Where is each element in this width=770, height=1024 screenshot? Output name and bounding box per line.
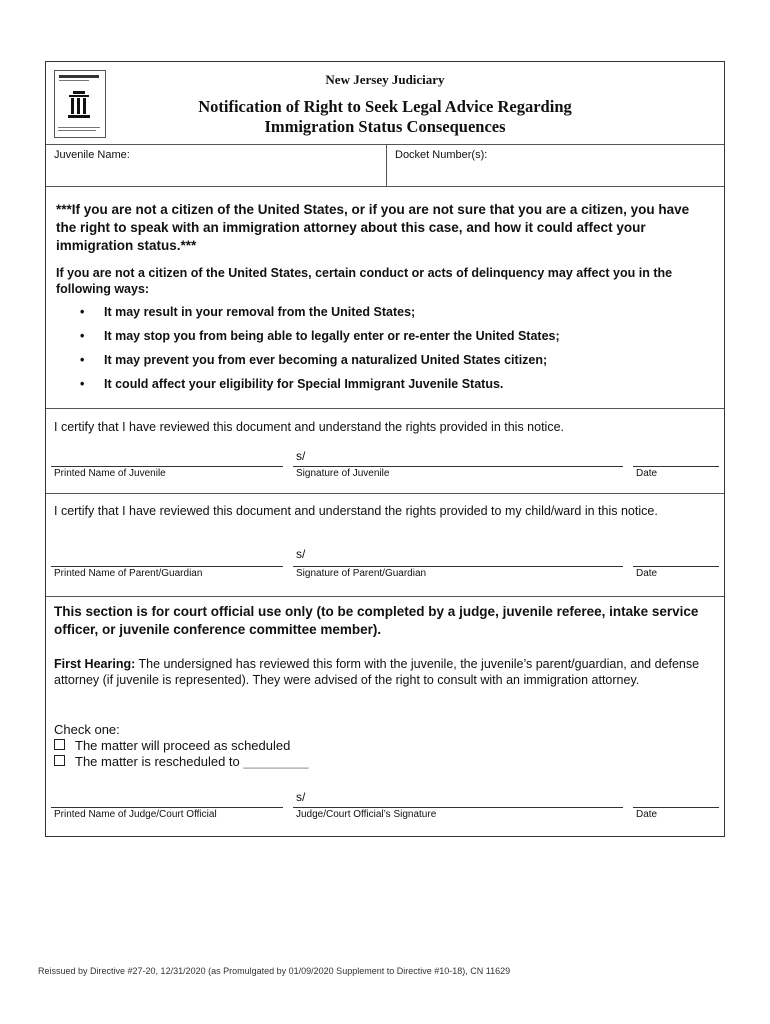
juvenile-name-field[interactable] xyxy=(116,149,376,179)
judge-date-line[interactable] xyxy=(633,807,719,808)
form-title xyxy=(46,97,724,137)
judge-signature-line[interactable] xyxy=(293,807,623,808)
court-section xyxy=(46,596,724,837)
form-frame xyxy=(45,61,725,837)
list-item: • It may result in your removal from the United States; xyxy=(80,305,416,319)
first-hearing-label: First Hearing: xyxy=(54,657,136,671)
judge-date-caption: Date xyxy=(636,809,658,820)
option-rescheduled[interactable]: The matter is rescheduled to _________ xyxy=(54,753,308,770)
reschedule-date-blank[interactable]: _________ xyxy=(243,754,309,769)
judge-sig-prefix: s/ xyxy=(296,790,306,804)
parent-signature-line[interactable] xyxy=(293,566,623,567)
juvenile-cert-text: I certify that I have reviewed this document and understand the rights provided in this notice. xyxy=(54,420,565,434)
parent-sig-prefix: s/ xyxy=(296,547,306,561)
docket-number-field[interactable] xyxy=(486,149,716,179)
court-heading: This section is for court official use only (to be completed by a judge, juvenile referee, intake service officer, or juvenile conference committee member). xyxy=(54,604,699,637)
row-divider xyxy=(386,145,387,187)
form-header xyxy=(46,62,724,144)
parent-date-line[interactable] xyxy=(633,566,719,567)
title-line-2: Immigration Status Consequences xyxy=(264,117,506,136)
footer-note: Reissued by Directive #27-20, 12/31/2020 (as Promulgated by 01/09/2020 Supplement to Directive #10-18), CN 11629 xyxy=(38,966,511,976)
org-name: New Jersey Judiciary xyxy=(325,72,445,87)
judge-printed-name-caption: Printed Name of Judge/Court Official xyxy=(54,809,217,820)
check-one-label: Check one: xyxy=(54,722,120,737)
list-item: • It could affect your eligibility for Special Immigrant Juvenile Status. xyxy=(80,377,504,391)
juvenile-sig-prefix: s/ xyxy=(296,449,306,463)
intro-text: If you are not a citizen of the United States, certain conduct or acts of delinquency may affect you in the following ways: xyxy=(56,266,673,296)
parent-printed-name-caption: Printed Name of Parent/Guardian xyxy=(54,568,203,579)
docket-label: Docket Number(s): xyxy=(395,149,488,161)
parent-cert-section xyxy=(46,493,724,597)
checkbox-rescheduled[interactable] xyxy=(54,755,65,766)
parent-date-caption: Date xyxy=(636,568,658,579)
parent-signature-caption: Signature of Parent/Guardian xyxy=(296,568,427,579)
juvenile-signature-caption: Signature of Juvenile xyxy=(296,468,390,479)
juvenile-cert-section xyxy=(46,408,724,494)
judge-printed-name-line[interactable] xyxy=(51,807,283,808)
parent-printed-name-line[interactable] xyxy=(51,566,283,567)
title-line-1: Notification of Right to Seek Legal Advice Regarding xyxy=(198,97,572,116)
checkbox-proceed[interactable] xyxy=(54,739,65,750)
juvenile-printed-name-caption: Printed Name of Juvenile xyxy=(54,468,166,479)
list-item: • It may prevent you from ever becoming a naturalized United States citizen; xyxy=(80,353,548,367)
warning-text: ***If you are not a citizen of the United States, or if you are not sure that you are a citizen, you have the right to speak with an immigration attorney about this case, and how it could affect your immigration status.*** xyxy=(56,202,690,253)
option-proceed[interactable]: The matter will proceed as scheduled xyxy=(54,737,290,754)
first-hearing-text: First Hearing: The undersigned has reviewed this form with the juvenile, the juvenile’s parent/guardian, and defense attorney (if juvenile is represented). They were advised of the right to consult with an immigration attorney. xyxy=(54,657,700,687)
juvenile-signature-line[interactable] xyxy=(293,466,623,467)
juvenile-name-label: Juvenile Name: xyxy=(54,149,130,161)
consequence-list xyxy=(56,300,714,396)
list-item: • It may stop you from being able to legally enter or re-enter the United States; xyxy=(80,329,560,343)
notice-section xyxy=(46,186,724,409)
judge-signature-caption: Judge/Court Official’s Signature xyxy=(296,809,437,820)
juvenile-date-line[interactable] xyxy=(633,466,719,467)
parent-cert-text: I certify that I have reviewed this document and understand the rights provided to my child/ward in this notice. xyxy=(54,504,658,518)
juvenile-printed-name-line[interactable] xyxy=(51,466,283,467)
juvenile-date-caption: Date xyxy=(636,468,658,479)
identity-row xyxy=(46,144,724,187)
